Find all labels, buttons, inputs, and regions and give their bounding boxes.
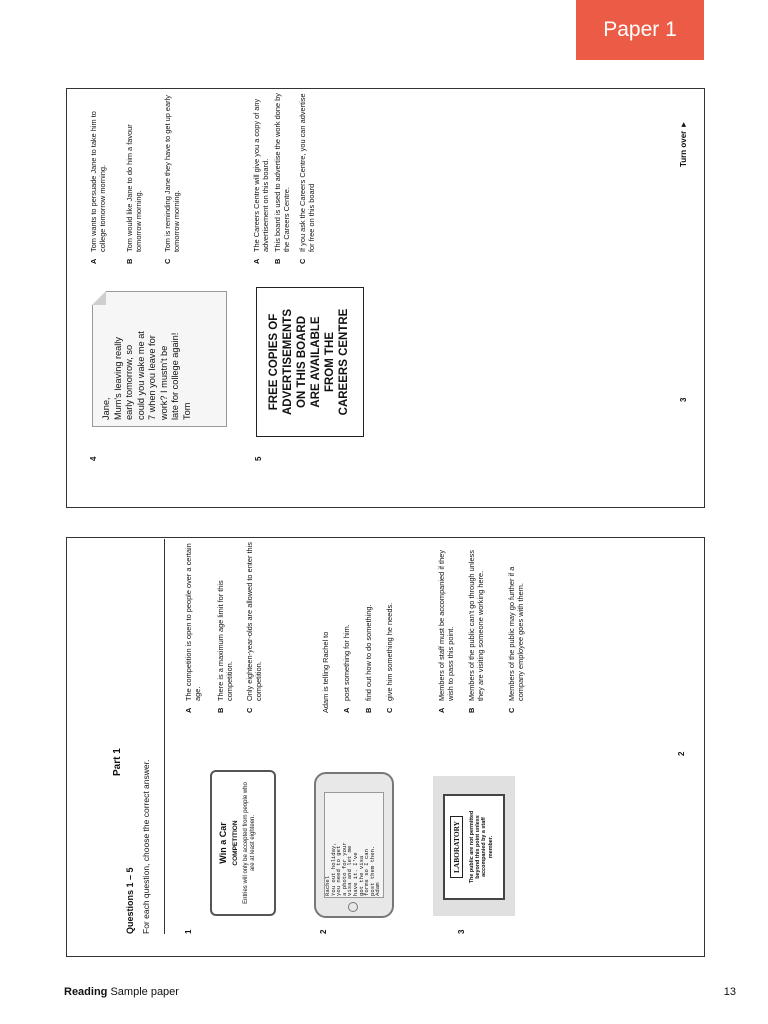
question-3-number: 3 bbox=[457, 929, 466, 934]
right-page-number: 3 bbox=[679, 397, 688, 402]
question-3-option-a[interactable]: AMembers of staff must be accompanied if they wish to pass this point. bbox=[437, 549, 455, 713]
phone-home-button bbox=[348, 902, 358, 912]
footer-left bbox=[64, 986, 179, 998]
question-5-number: 5 bbox=[254, 456, 263, 461]
question-2-option-a[interactable]: Apost something for him. bbox=[342, 624, 351, 713]
instruction-text: For each question, choose the correct answer. bbox=[141, 759, 151, 934]
question-4-option-a[interactable]: ATom wants to persuade Jane to take him to college tomorrow morning. bbox=[89, 111, 107, 264]
question-1-option-b[interactable]: BThere is a maximum age limit for this competition. bbox=[216, 580, 234, 713]
question-4-option-c[interactable]: CTom is reminding Jane they have to get up early tomorrow morning. bbox=[163, 95, 181, 264]
question-2-number: 2 bbox=[319, 929, 328, 934]
note-text: Jane, Mum's leaving really early tomorrow, so could you wake me at 7 when you leave for work? I mustn't be late for college again! Tom bbox=[101, 331, 192, 420]
header-rule bbox=[164, 539, 165, 934]
sign-title: LABORATORY bbox=[450, 816, 463, 878]
question-1-option-a[interactable]: AThe competition is open to people over a certain age. bbox=[184, 543, 202, 713]
laboratory-sign bbox=[443, 794, 505, 900]
footer-page-number: 13 bbox=[723, 986, 736, 998]
turn-over-label: Turn over ► bbox=[679, 120, 688, 167]
laboratory-sign-background bbox=[433, 776, 515, 916]
careers-sign bbox=[256, 287, 364, 437]
left-page-rotated bbox=[67, 538, 704, 956]
question-4-number: 4 bbox=[89, 456, 98, 461]
left-page-number: 2 bbox=[677, 751, 686, 756]
right-page-rotated bbox=[67, 89, 704, 507]
question-5-option-b[interactable]: BThis board is used to advertise the work done by the Careers Centre. bbox=[273, 93, 291, 264]
careers-sign-text: FREE COPIES OF ADVERTISEMENTS ON THIS BOARD ARE AVAILABLE FROM THE CAREERS CENTRE bbox=[268, 308, 350, 416]
question-2-option-b[interactable]: Bfind out how to do something. bbox=[364, 604, 373, 713]
left-exam-page bbox=[66, 537, 705, 957]
question-1-number: 1 bbox=[184, 929, 193, 934]
sign-text: The public are not permitted beyond this point unless accompanied by a staff member. bbox=[469, 810, 494, 884]
question-2-stem: Adam is telling Rachel to bbox=[321, 631, 330, 713]
part-title: Part 1 bbox=[112, 748, 123, 776]
right-exam-page bbox=[66, 88, 705, 508]
footer-subtitle: Sample paper bbox=[110, 986, 179, 998]
question-4-option-b[interactable]: BTom would like Jane to do him a favour tomorrow morning. bbox=[125, 124, 143, 264]
notice-subtitle: COMPETITION bbox=[232, 820, 239, 866]
notice-title: Win a Car bbox=[218, 822, 228, 864]
notice-text: Entries will only be accepted from people who are at least eighteen. bbox=[243, 782, 256, 904]
note-curled-corner bbox=[92, 291, 106, 305]
questions-heading: Questions 1 – 5 bbox=[125, 867, 135, 934]
question-1-option-c[interactable]: COnly eighteen-year-olds are allowed to enter this competition. bbox=[245, 542, 263, 713]
question-5-option-a[interactable]: AThe Careers Centre will give you a copy of any advertisement on this board. bbox=[252, 98, 270, 264]
handwritten-note bbox=[92, 291, 227, 427]
question-2-option-c[interactable]: Cgive him something he needs. bbox=[385, 602, 394, 713]
paper-badge: Paper 1 bbox=[576, 0, 704, 60]
question-5-option-c[interactable]: CIf you ask the Careers Centre, you can advertise for free on this board bbox=[298, 93, 316, 264]
question-3-option-c[interactable]: CMembers of the public may go further if a company employee goes with them. bbox=[507, 566, 525, 713]
competition-notice bbox=[210, 770, 276, 916]
question-3-option-b[interactable]: BMembers of the public can't go through unless they are visiting someone working here. bbox=[467, 550, 485, 713]
phone-message: Rachel You out holiday, you need to get a photo for your visa and let me have it. I've got the visa forms so I can post them then. Adam bbox=[324, 842, 382, 896]
footer-section: Reading bbox=[64, 986, 108, 998]
